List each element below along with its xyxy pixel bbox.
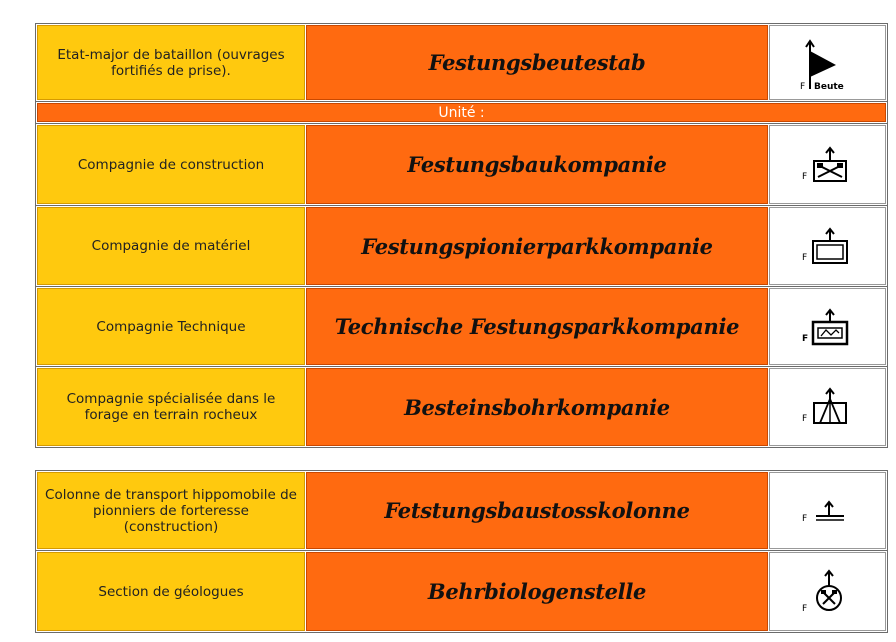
table-row bbox=[36, 367, 887, 448]
table-row bbox=[36, 471, 887, 551]
french-name-cell: Etat-major de bataillon (ouvrages fortifiés de prise). bbox=[37, 25, 305, 100]
symbol-prefix: F bbox=[801, 171, 807, 182]
table-row bbox=[36, 551, 887, 633]
table-row bbox=[36, 287, 887, 367]
transport-symbol-icon bbox=[798, 491, 858, 531]
unit-section-header bbox=[36, 102, 887, 124]
symbol-cell bbox=[769, 207, 886, 285]
table-row bbox=[36, 124, 887, 206]
symbol-cell bbox=[769, 25, 886, 100]
flag-symbol-icon bbox=[798, 33, 858, 93]
german-name-cell: Festungspionierparkkompanie bbox=[306, 207, 768, 285]
german-name-cell: Festungsbeutestab bbox=[306, 25, 768, 100]
symbol-cell bbox=[769, 288, 886, 365]
table-row bbox=[36, 24, 887, 102]
symbol-cell bbox=[769, 368, 886, 446]
german-name-cell: Festungsbaukompanie bbox=[306, 125, 768, 204]
technique-symbol-icon bbox=[798, 307, 858, 347]
french-name-cell: Compagnie de matériel bbox=[37, 207, 305, 285]
german-name-cell: Behrbiologenstelle bbox=[306, 552, 768, 631]
symbol-prefix: F bbox=[801, 603, 807, 614]
symbol-prefix: F bbox=[801, 414, 807, 424]
french-name-cell: Compagnie Technique bbox=[37, 288, 305, 365]
german-name-cell: Technische Festungsparkkompanie bbox=[306, 288, 768, 365]
materiel-symbol-icon bbox=[798, 226, 858, 266]
french-name-cell: Section de géologues bbox=[37, 552, 305, 631]
symbol-cell bbox=[769, 552, 886, 631]
french-name-cell: Colonne de transport hippomobile de pionniers de forteresse (construction) bbox=[37, 472, 305, 549]
symbol-prefix: F bbox=[801, 333, 808, 344]
symbol-prefix: F bbox=[801, 513, 807, 524]
symbol-prefix: F bbox=[799, 81, 805, 92]
french-name-cell: Compagnie spécialisée dans le forage en terrain rocheux bbox=[37, 368, 305, 446]
unit-label: Unité : bbox=[37, 103, 886, 122]
symbol-cell bbox=[769, 472, 886, 549]
unit-table-bottom bbox=[35, 470, 888, 633]
symbol-prefix: F bbox=[801, 253, 807, 263]
construction-symbol-icon bbox=[798, 145, 858, 185]
forage-symbol-icon bbox=[798, 387, 858, 427]
geologues-symbol-icon bbox=[798, 567, 858, 617]
german-name-cell: Fetstungsbaustosskolonne bbox=[306, 472, 768, 549]
german-name-cell: Besteinsbohrkompanie bbox=[306, 368, 768, 446]
french-name-cell: Compagnie de construction bbox=[37, 125, 305, 204]
symbol-text: Beute bbox=[813, 81, 844, 92]
table-row bbox=[36, 206, 887, 287]
symbol-cell bbox=[769, 125, 886, 204]
unit-table-top bbox=[35, 23, 888, 448]
